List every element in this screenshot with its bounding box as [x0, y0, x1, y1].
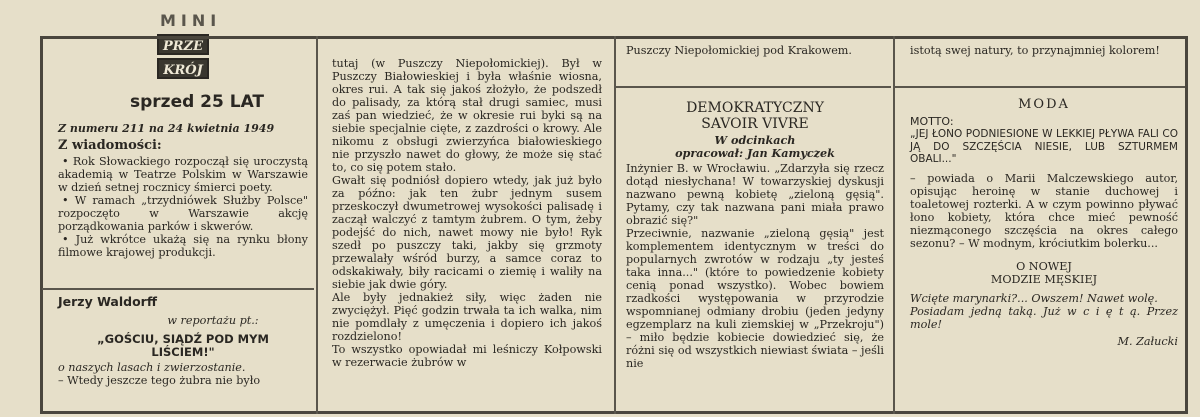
reportage-intro: w reportażu pt.: — [167, 314, 259, 327]
column-2 — [332, 44, 602, 382]
section-divider — [895, 86, 1185, 88]
dialog-line: Posiadam jedną taką. Już w c i ę t ą. Przez mole! — [910, 304, 1178, 331]
signature: M. Załucki — [1117, 334, 1178, 348]
motto-text: „JEJ ŁONO PODNIESIONE W LEKKIEJ PŁYWA FALI CO JĄ DO SZCZĘŚCIA NIESIE, LUB SZTURMEM OBALI..." — [910, 128, 1178, 165]
section-divider — [42, 288, 314, 290]
column-1-bottom — [58, 295, 308, 387]
reportage-subtitle: o naszych lasach i zwierzostanie. — [58, 361, 246, 374]
reportage-title: „GOŚCIU, SIĄDŹ POD MYM LIŚCIEM!" — [97, 332, 269, 359]
episode-label: W odcinkach — [714, 133, 796, 147]
reportage-text: – Wtedy jeszcze tego żubra nie było — [58, 374, 261, 387]
section-divider — [616, 86, 891, 88]
article-title: DEMOKRATYCZNY SAVOIR VIVRE — [686, 100, 824, 132]
source-line: Z numeru 211 na 24 kwietnia 1949 — [58, 122, 275, 135]
news-item: • Rok Słowackiego rozpoczął się uroczystą akademią w Teatrze Polskim w Warszawie w dzień setnej rocznicy śmierci poety. — [58, 155, 308, 194]
article-continued: Puszczy Niepołomickiej pod Krakowem. — [626, 44, 852, 57]
section-title-line1: O NOWEJ — [1016, 259, 1072, 273]
author-name: Jerzy Waldorff — [58, 294, 157, 309]
dialog-line: Wcięte marynarki?... Owszem! Nawet wolę. — [910, 291, 1158, 305]
masthead-mini: MINI — [160, 11, 222, 30]
column-rule — [614, 36, 616, 414]
compiled-by: opracował: Jan Kamyczek — [675, 146, 835, 160]
section-subtitle: sprzed 25 LAT — [130, 92, 265, 112]
column-3 — [626, 44, 884, 57]
column-4-moda — [910, 98, 1178, 348]
column-4 — [910, 44, 1178, 57]
news-item: • Już wkrótce ukażą się na rynku błony filmowe krajowej produkcji. — [58, 233, 308, 259]
logo-bottom: KRÓJ — [157, 58, 209, 79]
section-title-line2: MODZIE MĘSKIEJ — [990, 272, 1098, 286]
motto-label: MOTTO: — [910, 115, 954, 128]
news-heading: Z wiadomości: — [58, 138, 162, 153]
column-3-article — [626, 100, 884, 370]
column-rule — [316, 36, 318, 414]
article-text: tutaj (w Puszczy Niepołomickiej). Był w Puszczy Białowieskiej i była właśnie wiosna, okres rui. A tak się jakoś złożyło, że podszedł do palisady, za którą stał drugi samiec, musi zaś pan wiedzieć, że w okresie rui byki są na siebie specjalnie cięte, z zazdrości o krowy. Ale nikomu z obsługi zwierzyńca białowieskiego nie przyszło nawet do głowy, że może się stać to, co się potem stało. Gwałt się podniósł dopiero wtedy, jak już było za późno: jak ten żubr jednym susem przeskoczył dwumetrowej wysokości palisadę i zaczął walczyć z tamtym żubrem. O tym, żeby podejść do nich, nawet mowy nie było! Ryk szedł po puszczy taki, jakby się grzmoty przewalały wśród burzy, a samce coraz to odskakiwały, biły racicami o ziemię i waliły na siebie jak dwie góry. Ale były jednakież siły, więc żaden nie zwyciężył. Pięć godzin trwała ta ich walka, nim nie pomdlały z umęczenia i dopiero ich jakoś rozdzielono! To wszystko opowiadał mi leśniczy Kołpowski w rezerwacie żubrów w — [332, 57, 602, 369]
article-continued: istotą swej natury, to przynajmniej kolorem! — [910, 44, 1160, 57]
logo-top: PRZE — [157, 34, 209, 55]
moda-text: – powiada o Marii Malczewskiego autor, opisując heroinę w stanie duchowej i toaletowej rozterki. A w czym powinno pływać łono kobiety, która chce mieć pewność niezmąconego szczęścia na okres całego sezonu? – W modnym, króciutkim bolerku... — [910, 171, 1178, 250]
news-item: • W ramach „trzydniówek Służby Polsce" rozpoczęto w Warszawie akcję porządkowania parków i skwerów. — [58, 194, 308, 233]
column-1 — [58, 122, 308, 259]
article-text: Inżynier B. w Wrocławiu. „Zdarzyła się rzecz dotąd niesłychana! W towarzyskiej dyskusji nazwano pewną kobietę „zieloną gęsią". Pytamy, czy tak nazwana pani miała prawo obrazić się?" Przeciwnie, nazwanie „zieloną gęsią" jest komplementem identycznym w treści do popularnych zwrotów w rodzaju „ty jesteś taka inna..." (które to powiedzenie kobiety cenią ponad wszystko). Wobec bowiem rzadkości występowania w przyrodzie wspomnianej odmiany drobiu (jeden jedyny egzemplarz na kuli ziemskiej w „Przekroju") – miło będzie kobiecie dowiedzieć się, że różni się od wszystkich niewiast świata – jeśli nie — [626, 162, 884, 370]
moda-title: MODA — [1018, 97, 1070, 112]
column-rule — [893, 36, 895, 414]
